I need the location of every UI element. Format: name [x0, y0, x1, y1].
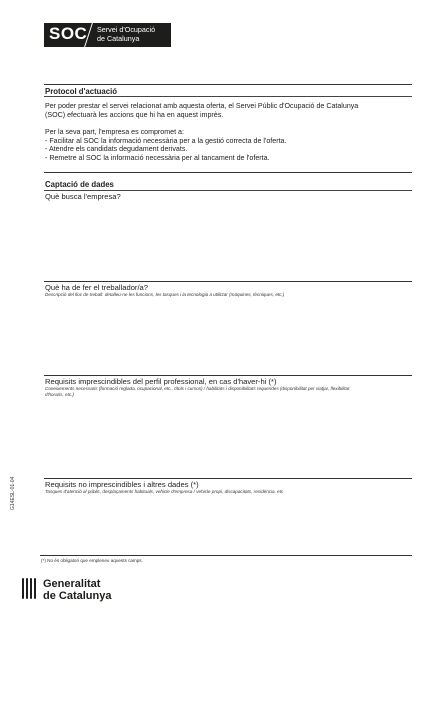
- q4-rule: [44, 478, 412, 479]
- bottom-rule: [40, 555, 412, 556]
- protocol-commit-text: Per la seva part, l'empresa es compromet a:: [45, 128, 184, 136]
- required-profile-note-line1: Coneixements necessaris (formació reglada, ocupacional, etc., títols i cursos) / habilitats i disponibilitats requerides (disponibilitat per viatjar, flexibilitat: [45, 386, 350, 391]
- protocol-bullet: - Atendre els candidats degudament derivats.: [45, 145, 188, 154]
- q3-rule: [44, 375, 412, 376]
- question-optional-requirements-note: Tasques d'atenció al públic, desplaçaments habituals, vehicle d'empresa / vehicle propi, discapacitats, residència, etc: [45, 489, 284, 494]
- protocol-intro-line1: Per poder prestar el servei relacionat amb aquesta oferta, el Servei Públic d'Ocupació de Catalunya: [45, 102, 359, 110]
- question-worker-tasks: Què ha de fer el treballador/a?: [45, 283, 149, 292]
- soc-logo-name-line1: Servei d'Ocupació: [97, 25, 156, 34]
- form-code: G14ESL-01-04: [10, 476, 16, 510]
- generalitat-logo-line2: de Catalunya: [43, 590, 112, 602]
- generalitat-emblem-icon: [22, 578, 37, 599]
- answer-field-worker-tasks[interactable]: [44, 300, 412, 372]
- protocol-intro: [45, 102, 415, 119]
- capture-heading: Captació de dades: [45, 180, 114, 189]
- soc-logo-name: [97, 26, 155, 43]
- protocol-intro-line2: (SOC) efectuarà les accions que hi ha en aquest imprès.: [45, 110, 224, 119]
- question-worker-tasks-note: Descripció del lloc de treball: detalleu-ne les funcions, les tasques i la tecnologia a utilitzar (màquines, tècniques, etc.): [45, 292, 285, 297]
- soc-logo-mark: SOC: [49, 24, 88, 43]
- capture-heading-rule: [44, 190, 412, 191]
- protocol-heading-rule: [44, 96, 412, 97]
- soc-logo-name-line2: de Catalunya: [97, 33, 140, 43]
- question-required-profile-note: [45, 386, 417, 398]
- protocol-bullet: - Facilitar al SOC la informació necessària per a la gestió correcta de l'oferta.: [45, 136, 287, 145]
- question-optional-requirements: Requisits no imprescindibles i altres dades (*): [45, 480, 199, 489]
- generalitat-logo-line1: Generalitat: [43, 578, 101, 590]
- soc-logo: [44, 23, 171, 47]
- answer-field-company-seeks[interactable]: [44, 202, 412, 278]
- capture-top-rule: [44, 172, 412, 173]
- protocol-heading: Protocol d'actuació: [45, 87, 118, 96]
- protocol-top-rule: [44, 84, 412, 85]
- required-profile-note-line2: d'horaris, etc.): [45, 392, 74, 397]
- optional-fields-footnote: (*) No és obligatori que empleneu aquests camps.: [41, 558, 143, 563]
- q2-rule: [44, 281, 412, 282]
- protocol-bullet: - Remetre al SOC la informació necessària per al tancament de l'oferta.: [45, 153, 270, 162]
- answer-field-optional-requirements[interactable]: [44, 497, 412, 553]
- question-what-company-seeks: Què busca l'empresa?: [45, 192, 121, 201]
- answer-field-required-profile[interactable]: [44, 402, 412, 475]
- question-required-profile: Requisits imprescindibles del perfil professional, en cas d'haver-hi (*): [45, 377, 277, 386]
- protocol-commitments: [45, 128, 415, 162]
